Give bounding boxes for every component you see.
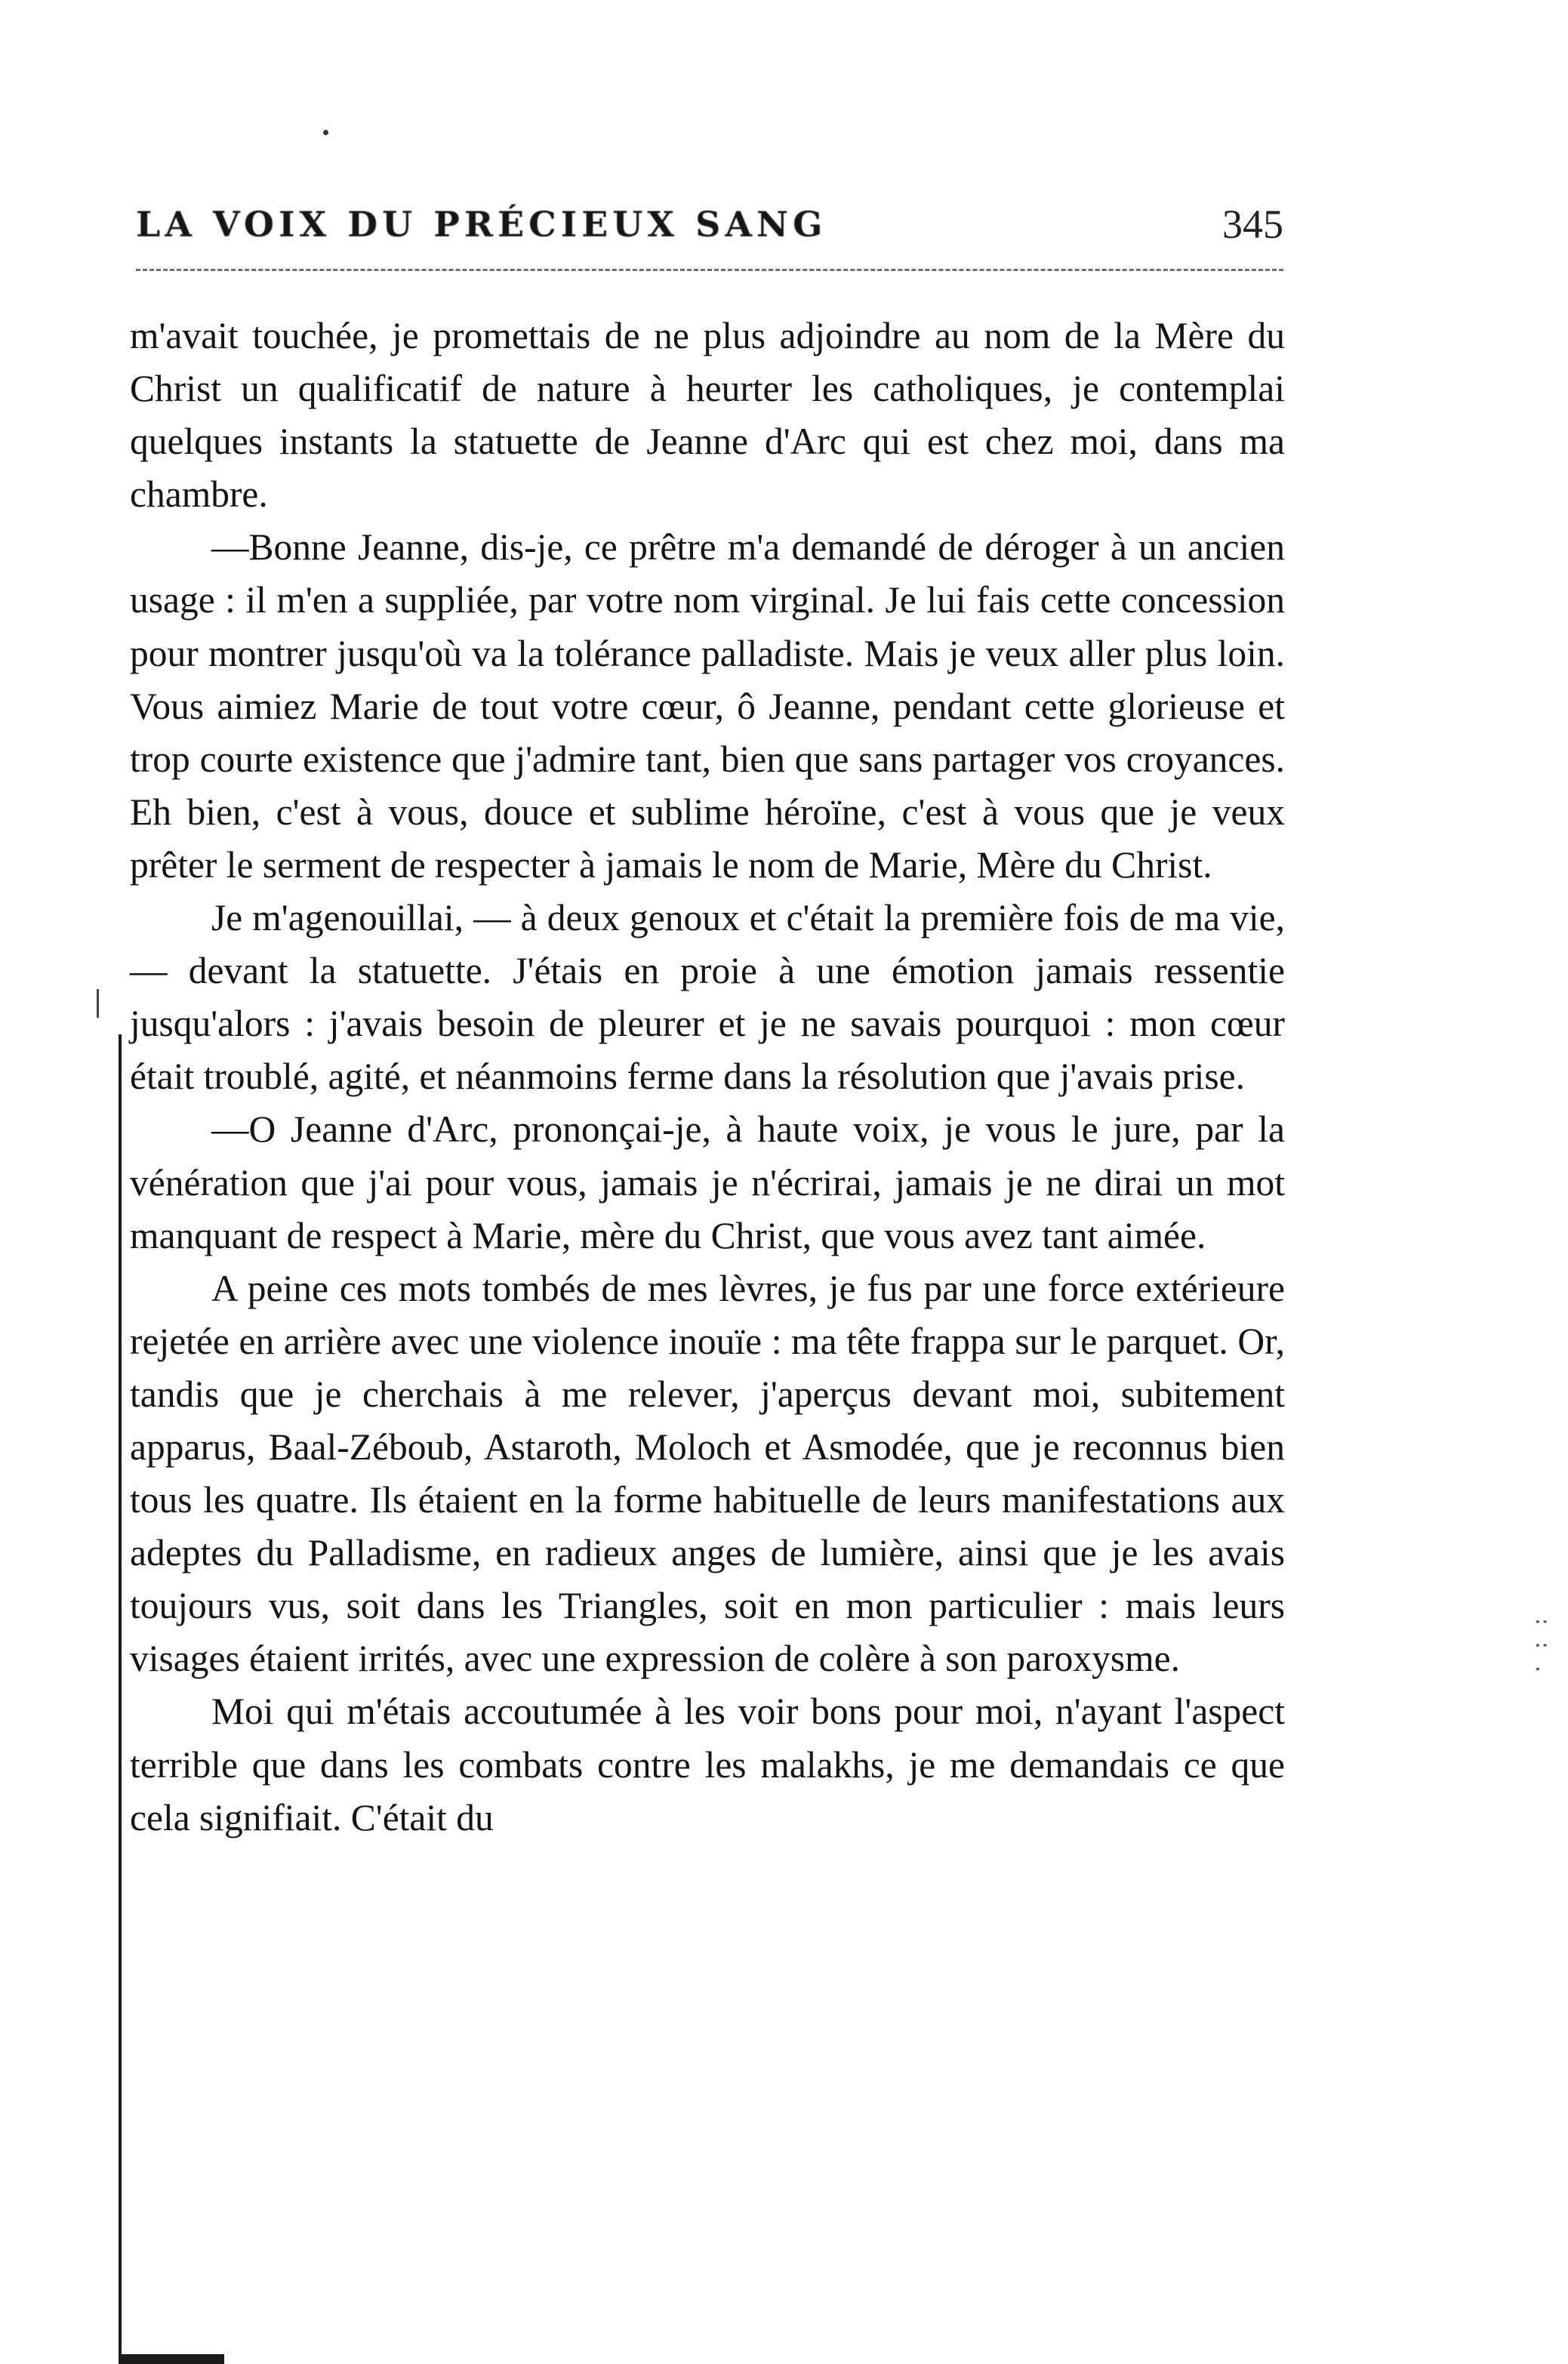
page-header — [136, 198, 1283, 251]
paragraph: m'avait touchée, je promettais de ne plus adjoindre au nom de la Mère du Christ un qualificatif de nature à heurter les catholiques, je contemplai quelques instants la statuette de Jeanne d'Arc qui est chez moi, dans ma chambre. — [130, 315, 1285, 516]
page-number: 345 — [1222, 202, 1283, 247]
margin-tick — [97, 989, 99, 1018]
running-head: LA VOIX DU PRÉCIEUX SANG — [136, 204, 827, 245]
paragraph: —Bonne Jeanne, dis-je, ce prêtre m'a demandé de déroger à un ancien usage : il m'en a suppliée, par votre nom virginal. Je lui fais cette concession pour montrer jusqu'où va la tolérance palladiste. Mais je veux aller plus loin. Vous aimiez Marie de tout votre cœur, ô Jeanne, pendant cette glorieuse et trop courte existence que j'admire tant, bien que sans partager vos croyances. Eh bien, c'est à vous, douce et sublime héroïne, c'est à vous que je veux prêter le serment de respecter à jamais le nom de Marie, Mère du Christ. — [130, 526, 1285, 886]
binding-corner — [119, 2354, 224, 2364]
paragraph: Je m'agenouillai, — à deux genoux et c'était la première fois de ma vie, — devant la statuette. J'étais en proie à une émotion jamais ressentie jusqu'alors : j'avais besoin de pleurer et je ne savais pourquoi : mon cœur était troublé, agité, et néanmoins ferme dans la résolution que j'avais prise. — [130, 897, 1285, 1098]
binding-edge — [119, 1034, 122, 2363]
header-rule — [136, 269, 1283, 271]
paragraph: A peine ces mots tombés de mes lèvres, je fus par une force extérieure rejetée en arrière avec une violence inouïe : ma tête frappa sur le parquet. Or, tandis que je cherchais à me relever, j'aperçus devant moi, subitement apparus, Baal-Zéboub, Astaroth, Moloch et Asmodée, que je reconnus bien tous les quatre. Ils étaient en la forme habituelle de leurs manifestations aux adeptes du Palladisme, en radieux anges de lumière, ainsi que je les avais toujours vus, soit dans les Triangles, soit en mon particulier : mais leurs visages étaient irrités, avec une expression de colère à son paroxysme. — [130, 1267, 1285, 1680]
paragraph: —O Jeanne d'Arc, prononçai-je, à haute voix, je vous le jure, par la vénération que j'ai pour vous, jamais je n'écrirai, jamais je ne dirai un mot manquant de respect à Marie, mère du Christ, que vous avez tant aimée. — [130, 1108, 1285, 1256]
body-text — [130, 310, 1285, 1845]
margin-specks: : : . — [1531, 1616, 1554, 1675]
paragraph: Moi qui m'étais accoutumée à les voir bons pour moi, n'ayant l'aspect terrible que dans les combats contre les malakhs, je me demandais ce que cela signifiait. C'était du — [130, 1691, 1285, 1838]
ink-speck — [323, 130, 328, 135]
